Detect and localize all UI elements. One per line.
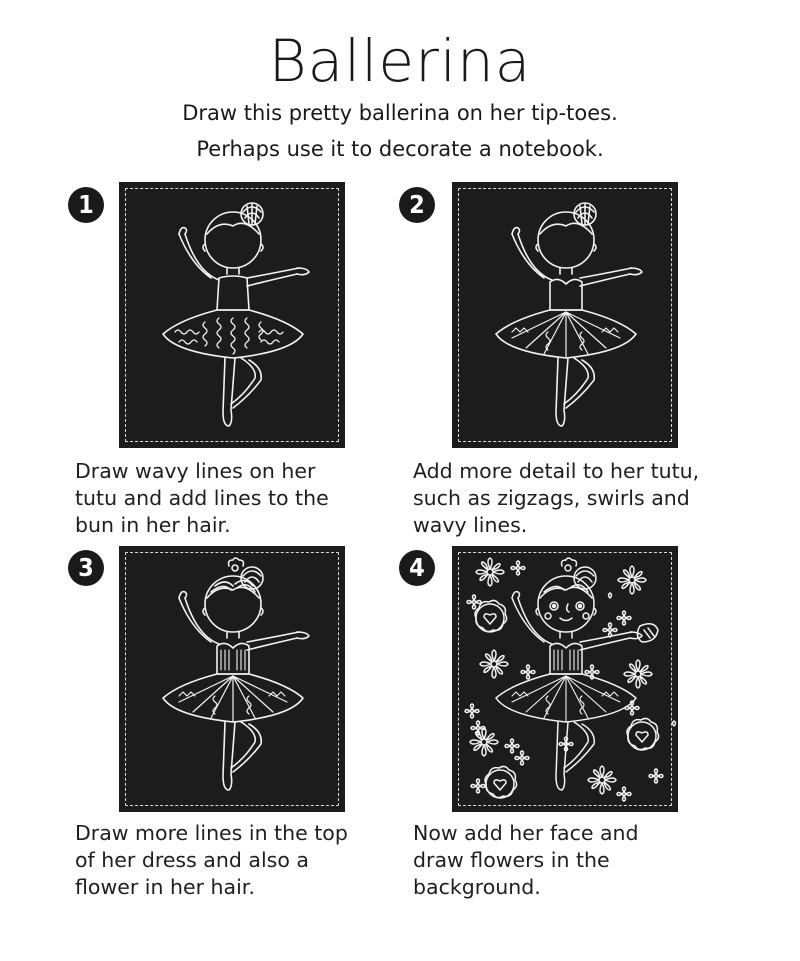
step-4-caption: Now add her face and draw flowers in the background. (413, 821, 639, 899)
step-3-illustration (119, 546, 345, 812)
ballerina-drawing-icon (452, 182, 678, 448)
step-4-badge: 4 (399, 550, 435, 586)
subtitle-line-1: Draw this pretty ballerina on her tip-toes. (182, 101, 618, 125)
ballerina-drawing-icon (119, 182, 345, 448)
step-1-illustration (119, 182, 345, 448)
step-1-badge: 1 (68, 187, 104, 223)
step-1-caption: Draw wavy lines on her tutu and add lines to the bun in her hair. (75, 459, 329, 537)
step-4-illustration (452, 546, 678, 812)
ballerina-with-flowers-icon (452, 546, 678, 812)
step-2-illustration (452, 182, 678, 448)
step-2-badge: 2 (399, 187, 435, 223)
ballerina-drawing-icon (119, 546, 345, 812)
step-2-caption: Add more detail to her tutu, such as zigzags, swirls and wavy lines. (413, 459, 700, 537)
step-3-badge: 3 (68, 550, 104, 586)
subtitle-line-2: Perhaps use it to decorate a notebook. (196, 137, 604, 161)
page-title: Ballerina (268, 27, 532, 95)
step-3-caption: Draw more lines in the top of her dress and also a flower in her hair. (75, 821, 348, 899)
